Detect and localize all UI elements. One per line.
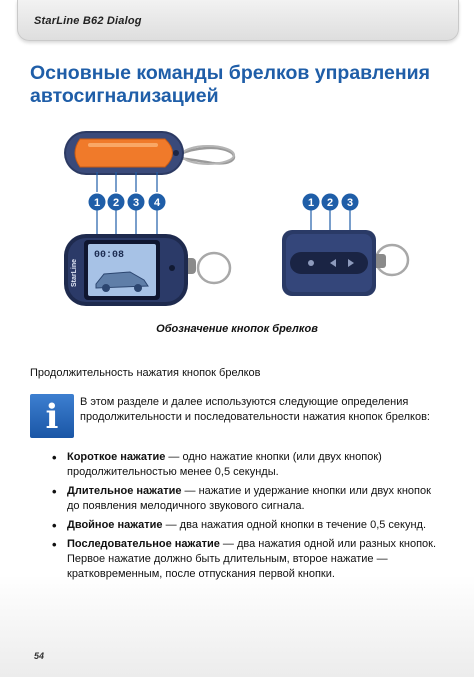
- aux-marker-3-label: 3: [346, 197, 354, 209]
- definition-desc: — два нажатия одной или разных кнопок. Первое нажатие должно быть длительным, второе нажатие — кратковременным, после отпускания первой кнопки.: [67, 538, 437, 580]
- lcd-fob-brand: StarLine: [71, 258, 78, 288]
- page-title: Основные команды брелков управления автосигнализацией: [30, 62, 431, 107]
- list-item: [52, 450, 442, 480]
- definitions-list: [52, 450, 442, 586]
- aux-marker-1: [301, 192, 321, 212]
- marker-2-label: 2: [112, 197, 120, 209]
- aux-marker-2: [320, 192, 340, 212]
- definition-term: Длительное нажатие: [67, 485, 182, 497]
- definition-desc: — одно нажатие кнопки (или двух кнопок) продолжительностью менее 0,5 секунды.: [67, 451, 382, 478]
- figure-caption: Обозначение кнопок брелков: [156, 323, 318, 335]
- marker-4-label: 4: [153, 197, 161, 209]
- lcd-time: 00:08: [94, 250, 125, 261]
- aux-marker-3: [340, 192, 360, 212]
- marker-1: [87, 192, 107, 212]
- info-intro-text: В этом разделе и далее используются следующие определения продолжительности и последовательности нажатия кнопок брелков:: [80, 396, 430, 423]
- list-item: [52, 484, 442, 514]
- definition-desc: — нажатие и удержание кнопки или двух кнопок до появления мелодичного звукового сигнала.: [67, 485, 431, 512]
- definition-desc: — два нажатия одной кнопки в течение 0,5 секунд.: [162, 519, 427, 531]
- page-number: 54: [34, 651, 45, 661]
- aux-marker-2-label: 2: [326, 197, 334, 209]
- marker-1-label: 1: [93, 197, 101, 209]
- list-item: [52, 518, 442, 533]
- aux-marker-1-label: 1: [307, 197, 315, 209]
- marker-3: [126, 192, 146, 212]
- marker-3-label: 3: [132, 197, 140, 209]
- info-icon: [30, 394, 74, 438]
- list-item: [52, 537, 442, 582]
- definition-term: Последовательное нажатие: [67, 538, 220, 550]
- definition-term: Короткое нажатие: [67, 451, 166, 463]
- marker-2: [106, 192, 126, 212]
- aux-fob: [278, 228, 418, 300]
- marker-4: [147, 192, 167, 212]
- header-product-name: StarLine B62 Dialog: [34, 15, 142, 27]
- definition-term: Двойное нажатие: [67, 519, 163, 531]
- section-label: Продолжительность нажатия кнопок брелков: [30, 367, 261, 379]
- info-icon-glyph: i: [45, 397, 59, 437]
- lcd-fob-front: [60, 228, 240, 310]
